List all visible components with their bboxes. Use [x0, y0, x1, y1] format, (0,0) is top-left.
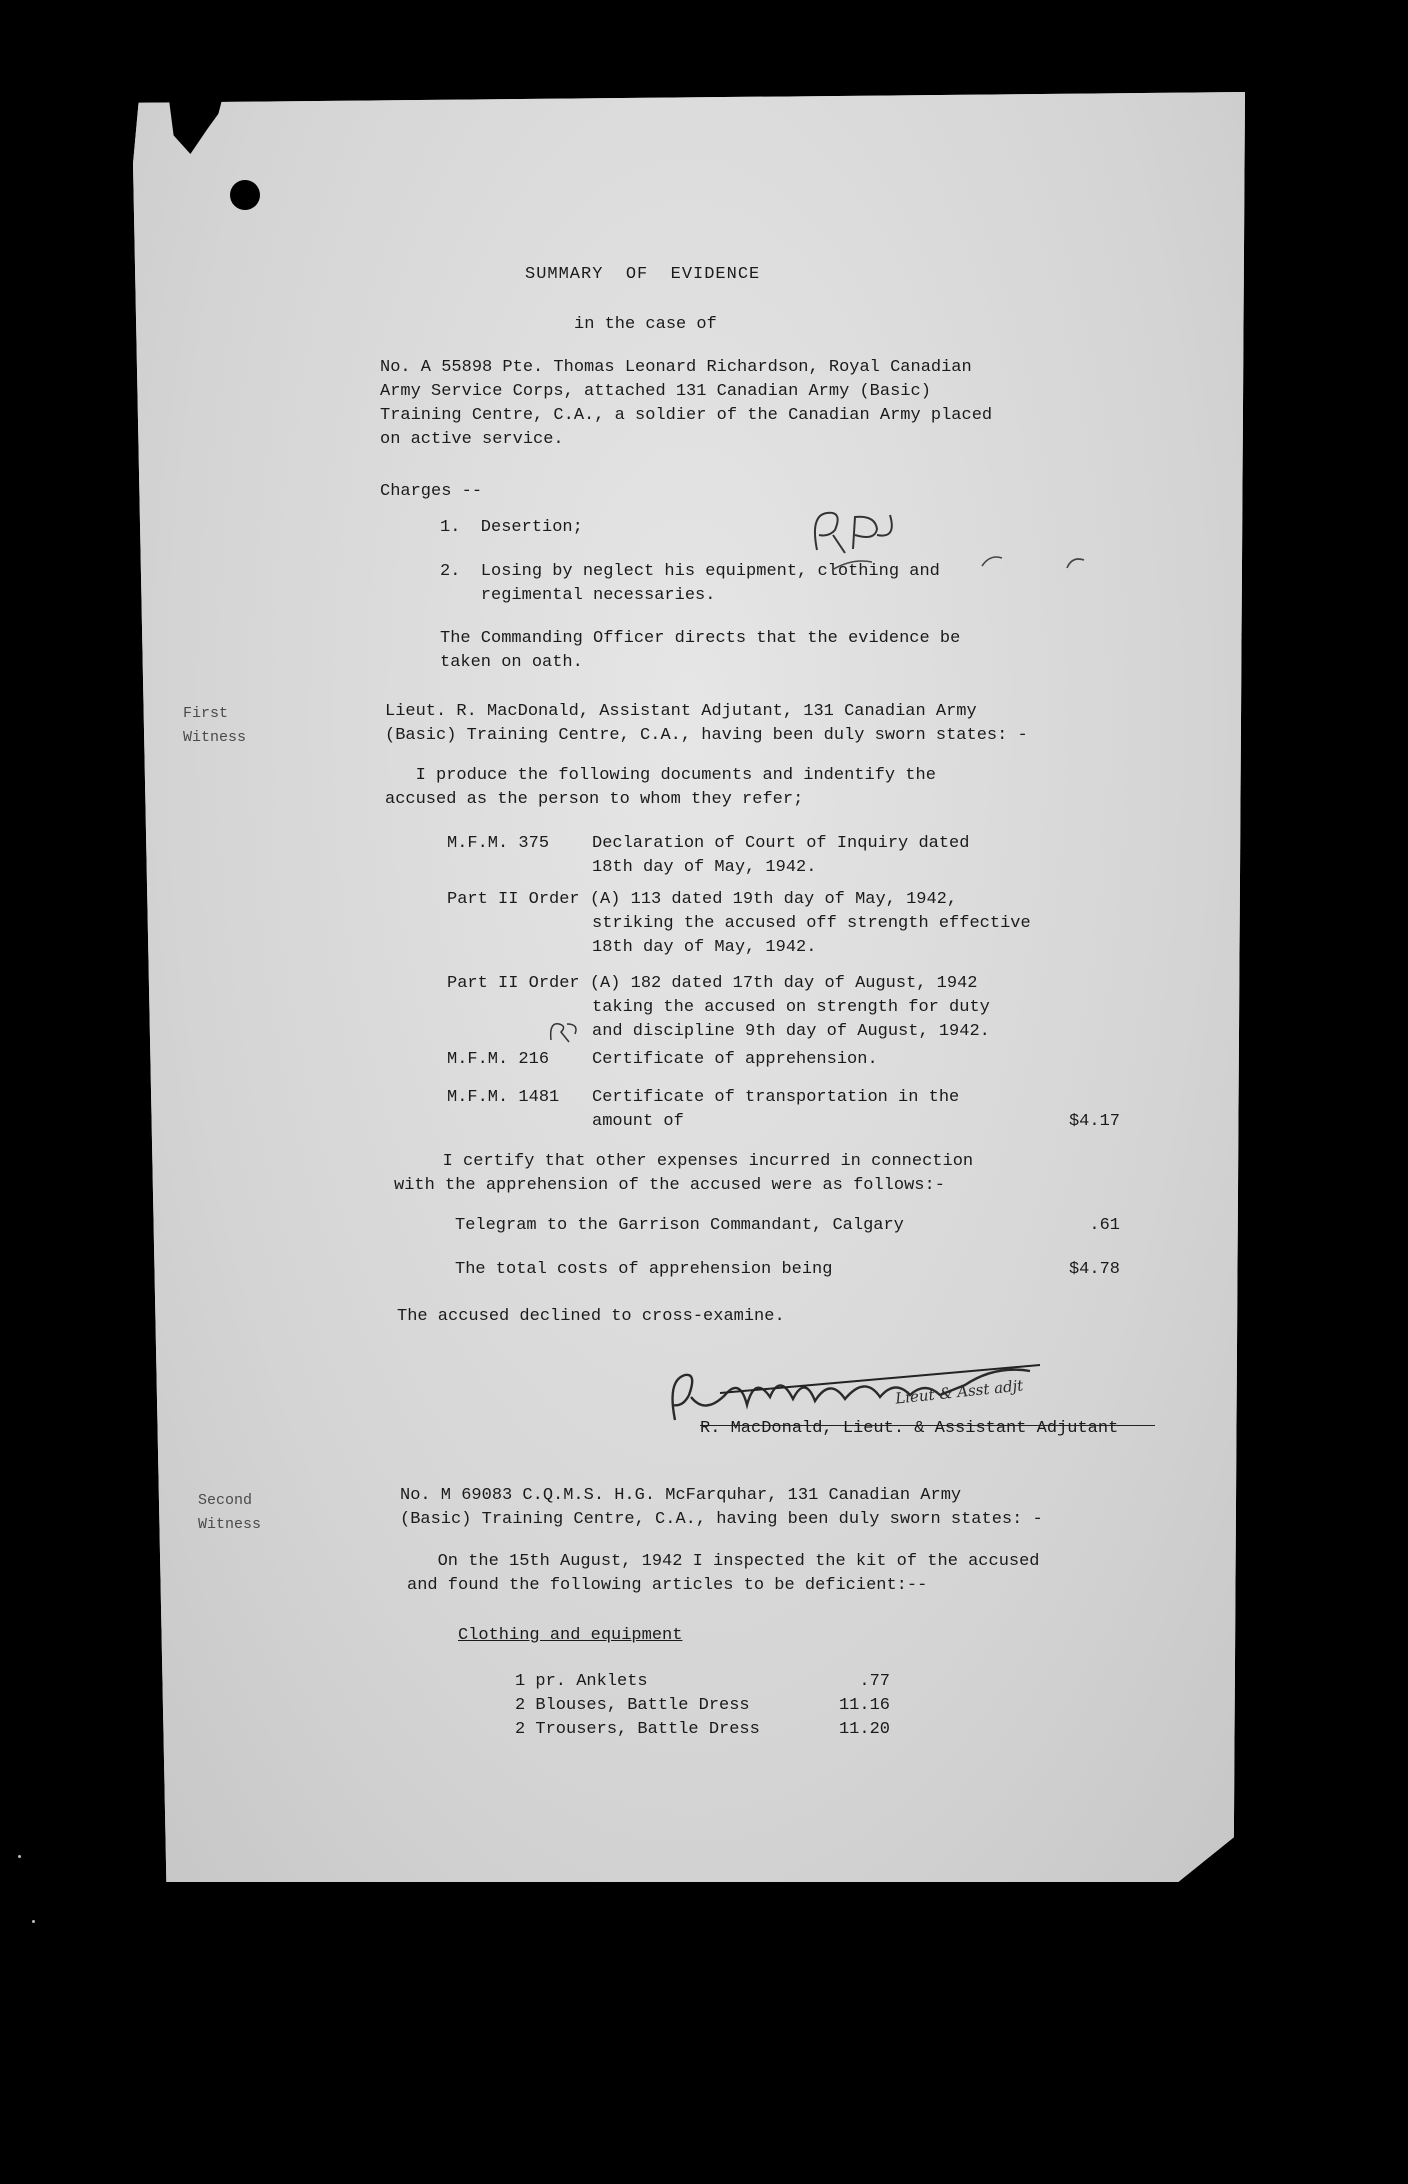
- list-item: 2 Trousers, Battle Dress: [515, 1720, 760, 1739]
- list-item-amount: 11.16: [838, 1696, 890, 1715]
- charge-item: 1. Desertion;: [440, 518, 583, 537]
- witness-intro: Lieut. R. MacDonald, Assistant Adjutant, 131 Canadian Army: [385, 702, 977, 721]
- expense-total: $4.78: [1068, 1260, 1120, 1279]
- margin-label-second-witness: Second: [198, 1492, 253, 1509]
- document-ref: M.F.M. 216: [447, 1050, 550, 1069]
- document-ref: M.F.M. 1481: [447, 1088, 560, 1107]
- document-desc: Declaration of Court of Inquiry dated: [592, 834, 970, 853]
- initials-text: RR: [835, 541, 838, 544]
- amount-value: $4.17: [1068, 1112, 1120, 1131]
- document-desc: amount of: [592, 1112, 684, 1131]
- document-ref: M.F.M. 375: [447, 834, 550, 853]
- list-heading: Clothing and equipment: [458, 1626, 683, 1645]
- expense-amount: .61: [1089, 1216, 1120, 1235]
- case-line: Army Service Corps, attached 131 Canadian Army (Basic): [380, 382, 931, 401]
- list-item: 1 pr. Anklets: [515, 1672, 648, 1691]
- case-line: on active service.: [380, 430, 564, 449]
- charge-item: regimental necessaries.: [440, 586, 716, 605]
- list-item-amount: .77: [859, 1672, 890, 1691]
- oath-line: taken on oath.: [440, 653, 583, 672]
- margin-label-first-witness: First: [183, 705, 229, 722]
- document-desc: striking the accused off strength effective: [592, 914, 1031, 933]
- margin-label-first-witness: Witness: [183, 729, 247, 746]
- document-desc: 18th day of May, 1942.: [592, 858, 817, 877]
- list-item: 2 Blouses, Battle Dress: [515, 1696, 750, 1715]
- oath-line: The Commanding Officer directs that the evidence be: [440, 629, 961, 648]
- charges-heading: Charges --: [380, 482, 483, 501]
- statement-line: On the 15th August, 1942 I inspected the kit of the accused: [407, 1552, 1040, 1571]
- document-subtitle: in the case of: [574, 315, 717, 334]
- witness-intro: (Basic) Training Centre, C.A., having been duly sworn states: -: [400, 1510, 1043, 1529]
- cross-examination-note: The accused declined to cross-examine.: [397, 1307, 785, 1326]
- witness-intro: No. M 69083 C.Q.M.S. H.G. McFarquhar, 131 Canadian Army: [400, 1486, 962, 1505]
- handwritten-mark: [545, 1018, 585, 1046]
- list-item-amount: 11.20: [838, 1720, 890, 1739]
- statement-line: I certify that other expenses incurred in connection: [412, 1152, 974, 1171]
- signature-block: R. MacDonald, Lieut. & Assistant Adjutant: [700, 1419, 1119, 1438]
- document-desc: Certificate of apprehension.: [592, 1050, 878, 1069]
- handwritten-strike-marks: [832, 548, 1092, 578]
- document-ref: Part II Order (A) 113 dated 19th day of May, 1942,: [447, 890, 958, 909]
- punch-hole: [230, 180, 260, 210]
- case-line: No. A 55898 Pte. Thomas Leonard Richardson, Royal Canadian: [380, 358, 972, 377]
- signature-title: Lieut & Asst adjt: [894, 1376, 1025, 1408]
- charge-item: 2. Losing by neglect his equipment, clothing and: [440, 562, 940, 581]
- statement-line: with the apprehension of the accused were as follows:-: [394, 1176, 945, 1195]
- document-desc: 18th day of May, 1942.: [592, 938, 817, 957]
- document-ref: Part II Order (A) 182 dated 17th day of August, 1942: [447, 974, 978, 993]
- statement-line: I produce the following documents and indentify the: [385, 766, 936, 785]
- witness-intro: (Basic) Training Centre, C.A., having been duly sworn states: -: [385, 726, 1028, 745]
- expense-label: Telegram to the Garrison Commandant, Calgary: [455, 1216, 904, 1235]
- document-desc: Certificate of transportation in the: [592, 1088, 960, 1107]
- document-desc: and discipline 9th day of August, 1942.: [592, 1022, 990, 1041]
- document-desc: taking the accused on strength for duty: [592, 998, 990, 1017]
- statement-line: accused as the person to whom they refer;: [385, 790, 804, 809]
- scan-speck: [32, 1920, 35, 1923]
- case-line: Training Centre, C.A., a soldier of the Canadian Army placed: [380, 406, 993, 425]
- scan-speck: [18, 1855, 21, 1858]
- document-title: SUMMARY OF EVIDENCE: [525, 265, 761, 284]
- expense-label: The total costs of apprehension being: [455, 1260, 833, 1279]
- margin-label-second-witness: Witness: [198, 1516, 262, 1533]
- statement-line: and found the following articles to be deficient:--: [407, 1576, 928, 1595]
